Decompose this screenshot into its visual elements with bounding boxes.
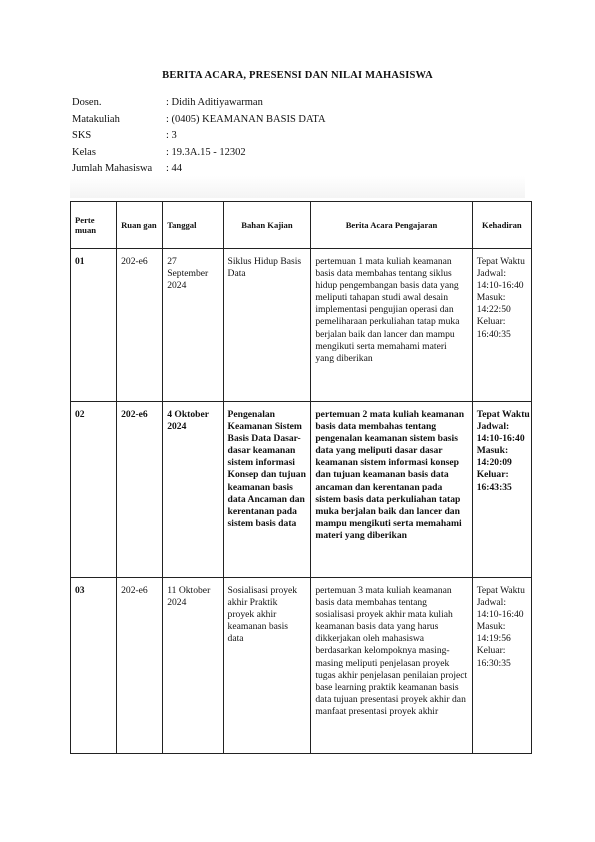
table-row (71, 249, 532, 402)
info-value: : 3 (166, 130, 177, 141)
cell-tanggal: 27 September 2024 (163, 249, 223, 402)
shaded-band (70, 176, 525, 198)
info-label: Matakuliah (72, 113, 120, 125)
masuk-label: Masuk: (476, 292, 506, 304)
keluar-label: Keluar: (476, 469, 509, 481)
cell-pertemuan: 01 (71, 249, 117, 402)
header-kehadiran: Kehadiran (472, 202, 531, 249)
keluar-value: 16:40:35 (476, 328, 511, 340)
cell-tanggal: 11 Oktober 2024 (163, 578, 223, 754)
cell-ruangan: 202-e6 (117, 578, 163, 754)
jadwal-value: 14:10-16:40 (476, 609, 524, 621)
cell-berita-acara: pertemuan 1 mata kuliah keamanan basis data membahas tentang siklus hidup pengembangan basis data yang meliputi tahapan studi awal desain implementasi pengujian operasi dan pemeliharaan perkuliahan tatap muka berjalan baik dan lancer dan mampu mengikuti serta memahami materi yang diberikan (311, 249, 472, 402)
info-value: : 44 (166, 163, 183, 174)
masuk-label: Masuk: (476, 445, 509, 457)
info-label: Kelas (72, 146, 96, 158)
keluar-label: Keluar: (476, 316, 506, 328)
jadwal-label: Jadwal: (476, 421, 510, 433)
cell-tanggal: 4 Oktober 2024 (163, 402, 223, 578)
masuk-value: 14:22:50 (476, 304, 511, 316)
header-bahan-kajian: Bahan Kajian (223, 202, 311, 249)
info-label: Dosen. (72, 97, 102, 108)
cell-kehadiran (472, 578, 531, 754)
keluar-value: 16:43:35 (476, 481, 512, 493)
cell-bahan-kajian: Siklus Hidup Basis Data (223, 249, 311, 402)
cell-ruangan: 202-e6 (117, 402, 163, 578)
page-title: BERITA ACARA, PRESENSI DAN NILAI MAHASISWA (162, 70, 433, 81)
kehadiran-status: Tepat Waktu (476, 585, 525, 596)
info-label: SKS (72, 130, 92, 141)
cell-pertemuan: 03 (71, 578, 117, 754)
info-row-dosen (72, 95, 326, 112)
table-header-row (71, 202, 532, 249)
info-value: : (0405) KEAMANAN BASIS DATA (166, 113, 326, 125)
header-berita-acara: Berita Acara Pengajaran (311, 202, 472, 249)
header-ruangan: Ruan gan (117, 202, 163, 249)
cell-kehadiran (472, 402, 531, 578)
cell-berita-acara: pertemuan 3 mata kuliah keamanan basis data membahas tentang sosialisasi proyek akhir mata kuliah keamanan basis data yang harus dikkerjakan oleh mahasiswa berdasarkan kelompoknya masing-masing meliputi penjelasan proyek tugas akhir penjelasan penilaian project base learning praktik keamanan basis data tujuan presentasi proyek akhir dan manfaat presentasi proyek akhir (311, 578, 472, 754)
info-row-sks (72, 128, 326, 145)
cell-ruangan: 202-e6 (117, 249, 163, 402)
masuk-label: Masuk: (476, 621, 506, 633)
jadwal-label: Jadwal: (476, 597, 506, 609)
table-row (71, 402, 532, 578)
course-info (72, 95, 326, 178)
info-row-kelas (72, 145, 326, 162)
table-row (71, 578, 532, 754)
cell-kehadiran (472, 249, 531, 402)
header-tanggal: Tanggal (163, 202, 223, 249)
jadwal-label: Jadwal: (476, 268, 506, 280)
kehadiran-status: Tepat Waktu (476, 256, 525, 267)
header-pertemuan: Perte muan (71, 202, 117, 249)
keluar-value: 16:30:35 (476, 657, 511, 669)
masuk-value: 14:19:56 (476, 633, 511, 645)
info-value: : Didih Aditiyawarman (166, 97, 263, 108)
keluar-label: Keluar: (476, 645, 506, 657)
info-row-matakuliah (72, 112, 326, 129)
info-label: Jumlah Mahasiswa (72, 163, 153, 174)
jadwal-value: 14:10-16:40 (476, 433, 525, 445)
info-value: : 19.3A.15 - 12302 (166, 146, 246, 158)
jadwal-value: 14:10-16:40 (476, 280, 524, 292)
cell-bahan-kajian: Sosialisasi proyek akhir Praktik proyek akhir keamanan basis data (223, 578, 311, 754)
cell-bahan-kajian: Pengenalan Keamanan Sistem Basis Data Dasar-dasar keamanan sistem informasi Konsep dan tujuan keamanan basis data Ancaman dan kerentanan pada sistem basis data (223, 402, 311, 578)
attendance-table (70, 201, 532, 754)
cell-pertemuan: 02 (71, 402, 117, 578)
cell-berita-acara: pertemuan 2 mata kuliah keamanan basis data membahas tentang pengenalan keamanan sistem basis data yang meliputi dasar dasar keamanan sistem informasi konsep dan tujuan keamanan basis data ancaman dan kerentanan pada sistem basis data perkuliahan tatap muka berjalan baik dan lancer dan mampu mengikuti serta memahami materi yang diberikan (311, 402, 472, 578)
kehadiran-status: Tepat Waktu (476, 409, 530, 420)
masuk-value: 14:20:09 (476, 457, 512, 469)
